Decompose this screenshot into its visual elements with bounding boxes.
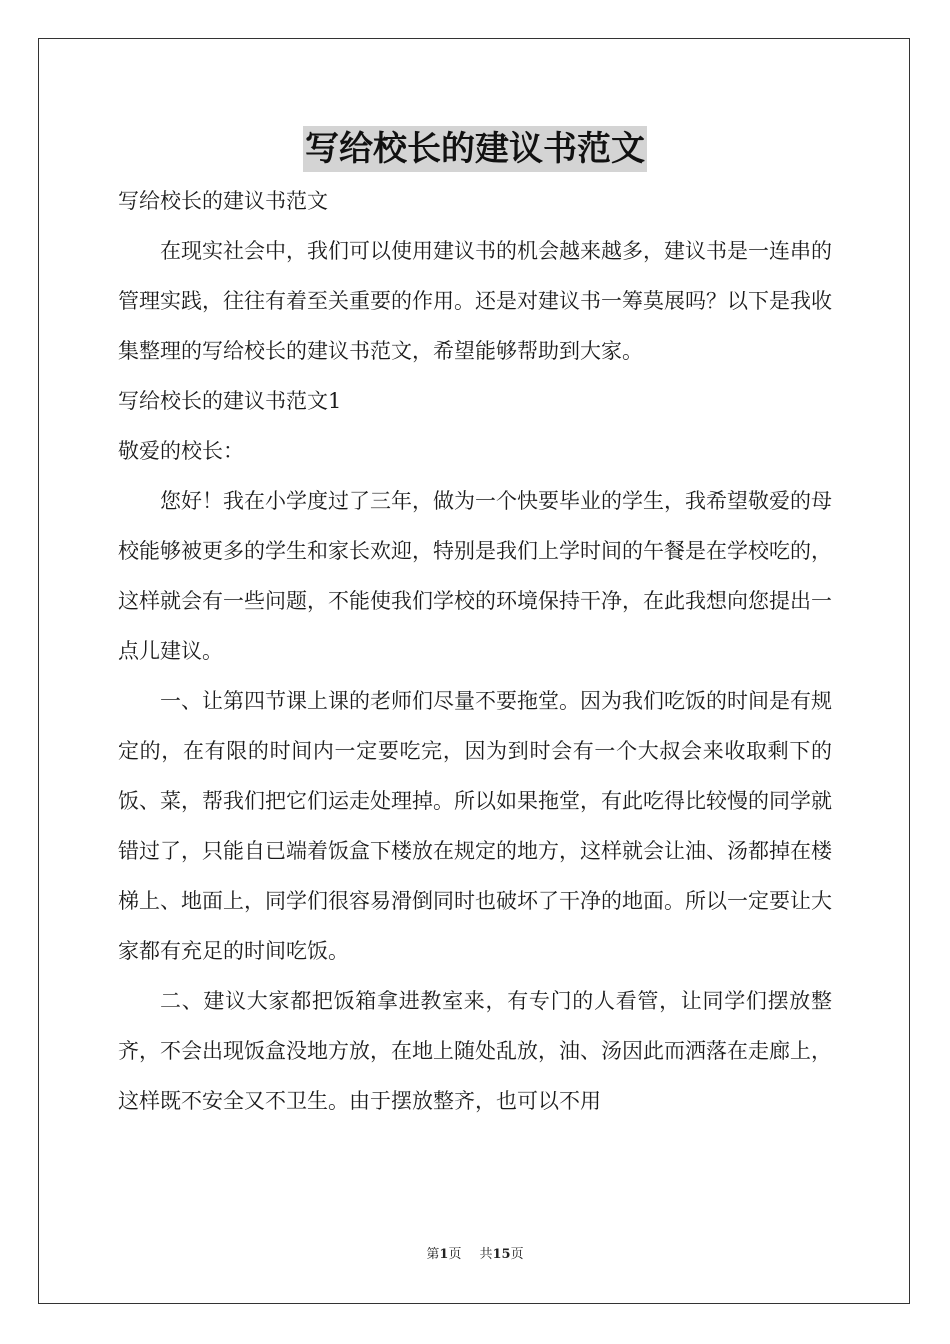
page-number: 1 [439, 1247, 449, 1262]
page-prefix: 第 [426, 1247, 440, 1262]
total-suffix: 页 [510, 1247, 524, 1262]
total-pages: 15 [492, 1247, 511, 1262]
paragraph: 在现实社会中，我们可以使用建议书的机会越来越多，建议书是一连串的管理实践，往往有着至关重要的作用。还是对建议书一筹莫展吗？以下是我收集整理的写给校长的建议书范文，希望能够帮助到大家。 [118, 239, 832, 363]
paragraph: 您好！我在小学度过了三年，做为一个快要毕业的学生，我希望敬爱的母校能够被更多的学生和家长欢迎，特别是我们上学时间的午餐是在学校吃的，这样就会有一些问题，不能使我们学校的环境保持干净，在此我想向您提出一点儿建议。 [118, 489, 832, 663]
document-title: 写给校长的建议书范文 [303, 126, 647, 172]
total-prefix: 共 [479, 1247, 493, 1262]
page-footer [0, 1246, 950, 1264]
paragraph: 二、建议大家都把饭箱拿进教室来，有专门的人看管，让同学们摆放整齐，不会出现饭盒没地方放，在地上随处乱放，油、汤因此而洒落在走廊上，这样既不安全又不卫生。由于摆放整齐，也可以不用 [118, 989, 832, 1113]
paragraph: 写给校长的建议书范文 [118, 189, 328, 213]
title-container [0, 126, 950, 172]
page-suffix: 页 [448, 1247, 462, 1262]
document-body [118, 176, 832, 1126]
paragraph: 一、让第四节课上课的老师们尽量不要拖堂。因为我们吃饭的时间是有规定的，在有限的时间内一定要吃完，因为到时会有一个大叔会来收取剩下的饭、菜，帮我们把它们运走处理掉。所以如果拖堂，有此吃得比较慢的同学就错过了，只能自已端着饭盒下楼放在规定的地方，这样就会让油、汤都掉在楼梯上、地面上，同学们很容易滑倒同时也破坏了干净的地面。所以一定要让大家都有充足的时间吃饭。 [118, 689, 832, 963]
paragraph: 敬爱的校长： [118, 439, 244, 463]
paragraph: 写给校长的建议书范文1 [118, 389, 342, 413]
